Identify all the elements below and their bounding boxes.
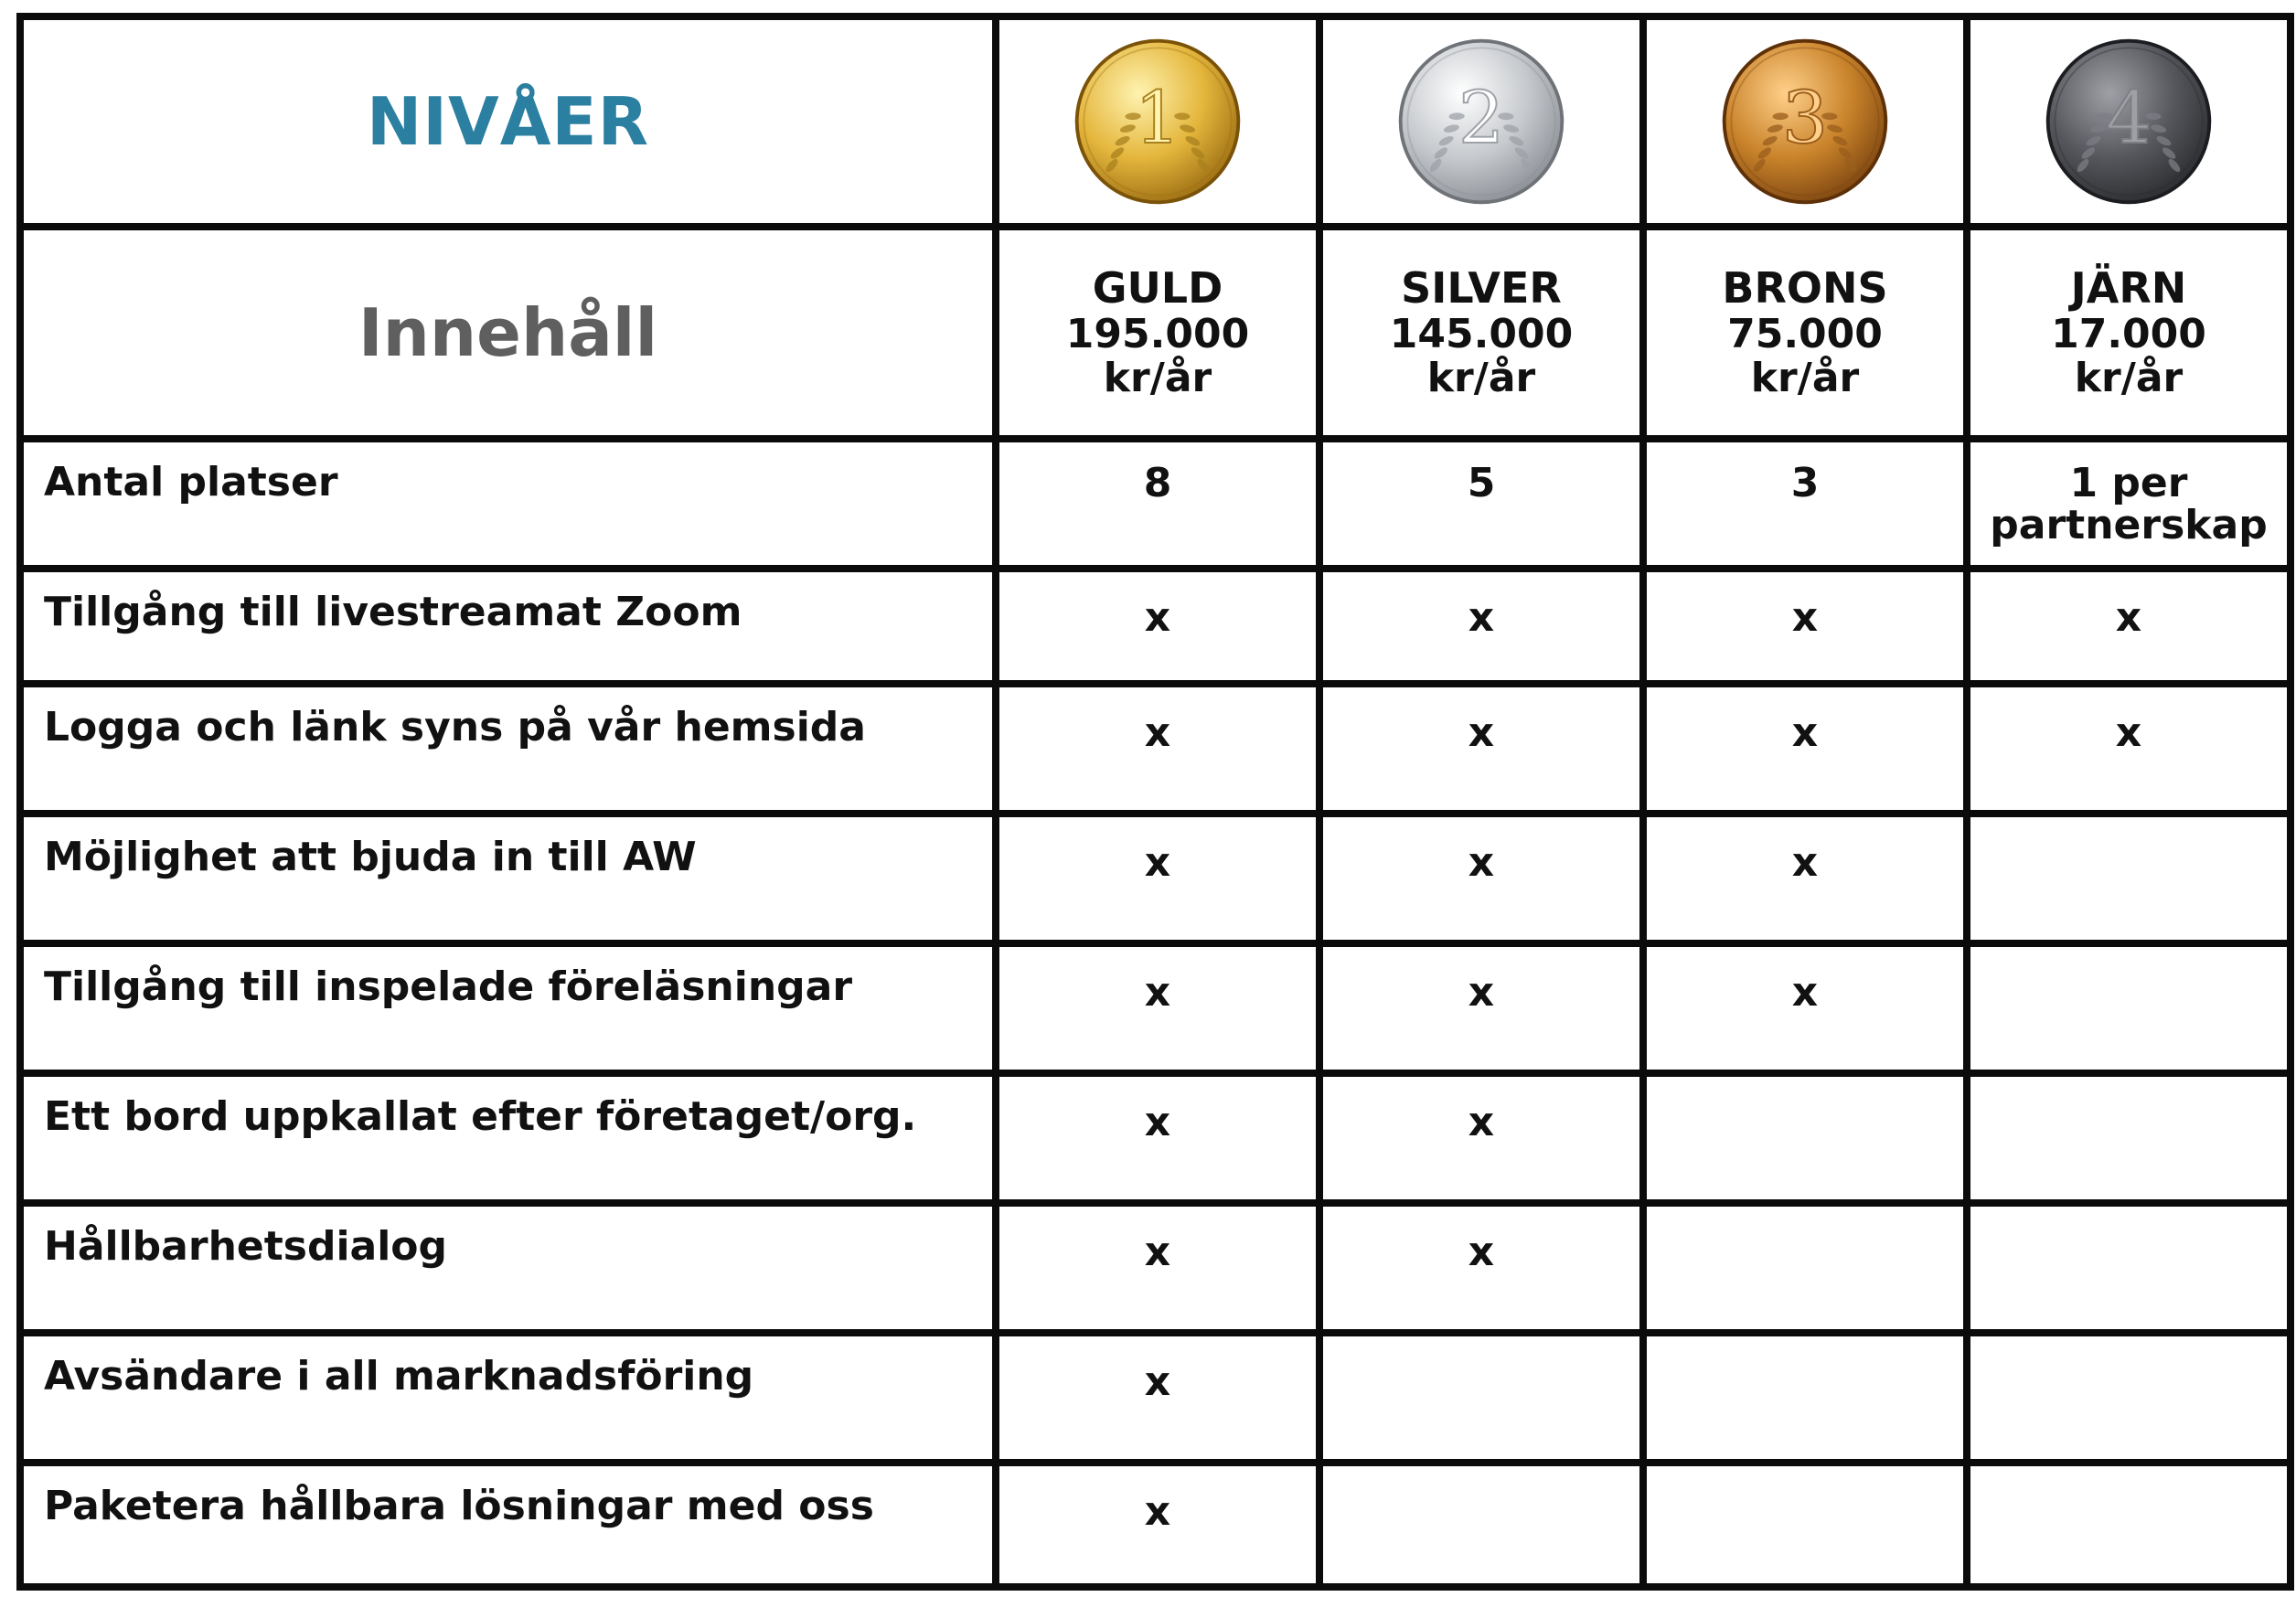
seats-value-gold: 8 (996, 439, 1319, 569)
feature-mark-iron (1967, 943, 2291, 1073)
tier-iron (1967, 227, 2291, 439)
feature-mark-silver: x (1319, 684, 1643, 814)
tier-name: SILVER (1401, 263, 1562, 314)
feature-label: Logga och länk syns på vår hemsida (20, 684, 996, 814)
feature-mark-silver: x (1319, 943, 1643, 1073)
feature-label: Tillgång till inspelade föreläsningar (20, 943, 996, 1073)
tier-price-unit: kr/år (1750, 355, 1860, 402)
seats-label: Antal platser (20, 439, 996, 569)
feature-row (20, 684, 2291, 814)
feature-mark-silver: x (1319, 569, 1643, 684)
seats-value-bronze: 3 (1643, 439, 1967, 569)
coin-cell-silver (1319, 16, 1643, 227)
tier-price: 145.000 (1389, 311, 1574, 358)
feature-mark-bronze: x (1643, 684, 1967, 814)
tier-price-unit: kr/år (2074, 355, 2184, 402)
feature-mark-gold: x (996, 1203, 1319, 1333)
tier-name: JÄRN (2070, 263, 2187, 314)
seats-value-silver: 5 (1319, 439, 1643, 569)
feature-row (20, 814, 2291, 943)
feature-mark-bronze (1643, 1203, 1967, 1333)
feature-mark-iron (1967, 1073, 2291, 1203)
content-heading: Innehåll (20, 227, 996, 439)
feature-mark-bronze: x (1643, 814, 1967, 943)
coin-numeral: 2 (1458, 76, 1505, 161)
feature-mark-gold: x (996, 1333, 1319, 1463)
feature-row (20, 1203, 2291, 1333)
feature-mark-gold: x (996, 569, 1319, 684)
feature-label: Paketera hållbara lösningar med oss (20, 1463, 996, 1587)
feature-mark-bronze (1643, 1073, 1967, 1203)
tier-silver (1319, 227, 1643, 439)
feature-mark-gold: x (996, 943, 1319, 1073)
feature-mark-iron (1967, 1333, 2291, 1463)
tier-price: 17.000 (2051, 311, 2206, 358)
feature-mark-gold: x (996, 1463, 1319, 1587)
feature-mark-bronze (1643, 1463, 1967, 1587)
feature-mark-gold: x (996, 814, 1319, 943)
tier-price: 195.000 (1065, 311, 1250, 358)
feature-mark-silver (1319, 1333, 1643, 1463)
feature-mark-bronze: x (1643, 569, 1967, 684)
feature-row (20, 1073, 2291, 1203)
tier-price: 75.000 (1727, 311, 1883, 358)
table-body (20, 16, 2291, 1587)
seats-value-iron: 1 per partnerskap (1967, 439, 2291, 569)
bronze-coin-icon (1717, 34, 1893, 209)
tier-gold (996, 227, 1319, 439)
feature-mark-iron: x (1967, 569, 2291, 684)
feature-mark-gold: x (996, 684, 1319, 814)
feature-mark-bronze: x (1643, 943, 1967, 1073)
gold-coin-icon (1070, 34, 1245, 209)
coin-cell-iron (1967, 16, 2291, 227)
table-title: NIVÅER (20, 16, 996, 227)
feature-row (20, 569, 2291, 684)
feature-label: Möjlighet att bjuda in till AW (20, 814, 996, 943)
coin-row (20, 16, 2291, 227)
feature-label: Ett bord uppkallat efter företaget/org. (20, 1073, 996, 1203)
feature-mark-iron (1967, 1203, 2291, 1333)
feature-mark-iron (1967, 1463, 2291, 1587)
coin-numeral: 3 (1781, 76, 1829, 161)
feature-label: Tillgång till livestreamat Zoom (20, 569, 996, 684)
tier-bronze (1643, 227, 1967, 439)
feature-label: Avsändare i all marknadsföring (20, 1333, 996, 1463)
iron-coin-icon (2041, 34, 2216, 209)
tier-name: GULD (1092, 263, 1223, 314)
feature-row (20, 1333, 2291, 1463)
feature-mark-gold: x (996, 1073, 1319, 1203)
seats-row (20, 439, 2291, 569)
coin-numeral: 4 (2105, 76, 2152, 161)
feature-mark-silver (1319, 1463, 1643, 1587)
tier-name-row (20, 227, 2291, 439)
feature-mark-silver: x (1319, 814, 1643, 943)
silver-coin-icon (1394, 34, 1569, 209)
feature-mark-iron (1967, 814, 2291, 943)
feature-label: Hållbarhetsdialog (20, 1203, 996, 1333)
feature-mark-silver: x (1319, 1073, 1643, 1203)
feature-row (20, 1463, 2291, 1587)
feature-mark-bronze (1643, 1333, 1967, 1463)
tier-name: BRONS (1722, 263, 1888, 314)
coin-cell-bronze (1643, 16, 1967, 227)
coin-numeral: 1 (1134, 76, 1181, 161)
feature-row (20, 943, 2291, 1073)
tier-price-unit: kr/år (1103, 355, 1212, 402)
coin-cell-gold (996, 16, 1319, 227)
feature-mark-iron: x (1967, 684, 2291, 814)
tier-price-unit: kr/år (1426, 355, 1536, 402)
tier-comparison-table (16, 13, 2294, 1591)
feature-mark-silver: x (1319, 1203, 1643, 1333)
